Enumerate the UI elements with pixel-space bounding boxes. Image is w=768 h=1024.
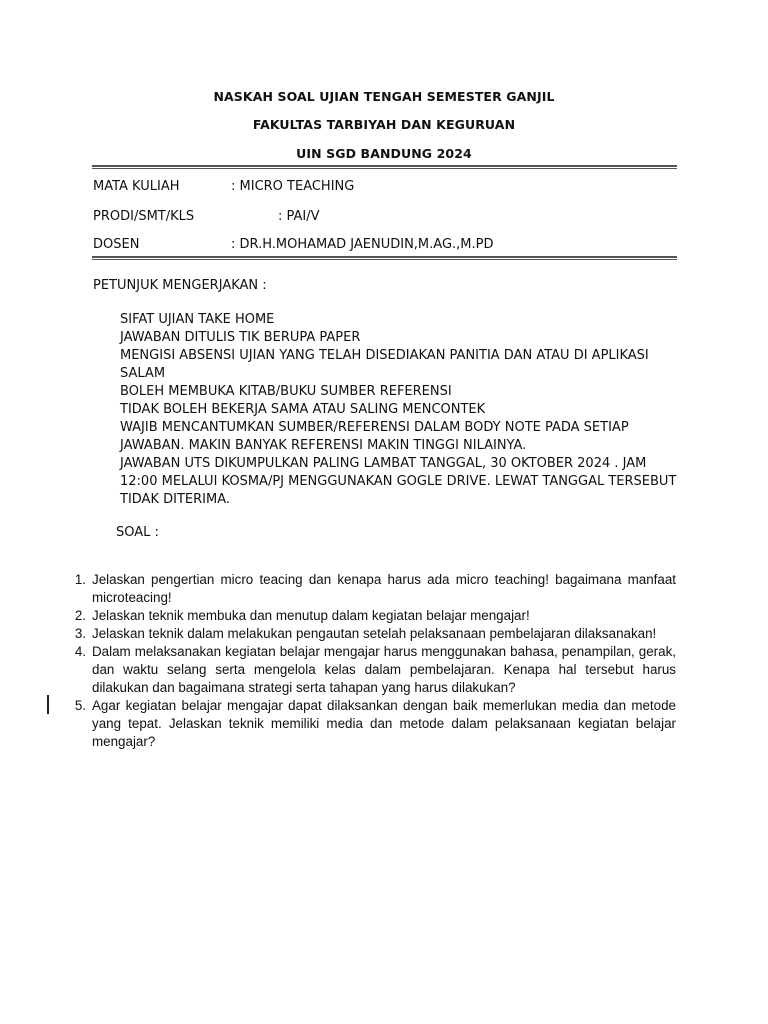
question-number: 3.: [74, 626, 86, 641]
question-item: [62, 643, 676, 697]
instruction-line: JAWABAN UTS DIKUMPULKAN PALING LAMBAT TANGGAL, 30 OKTOBER 2024 . JAM: [120, 456, 647, 471]
instructions-list: [120, 311, 680, 509]
question-item: [62, 607, 676, 625]
university-title: UIN SGD BANDUNG 2024: [296, 146, 472, 161]
question-item: [62, 697, 676, 751]
questions-title: SOAL :: [116, 525, 159, 540]
question-item: [62, 571, 676, 607]
mata-kuliah-value: : MICRO TEACHING: [231, 179, 355, 194]
instruction-line: 12:00 MELALUI KOSMA/PJ MENGGUNAKAN GOGLE DRIVE. LEWAT TANGGAL TERSEBUT: [120, 474, 677, 489]
instruction-line: TIDAK DITERIMA.: [120, 492, 230, 507]
faculty-title: FAKULTAS TARBIYAH DAN KEGURUAN: [252, 117, 516, 132]
instruction-line: TIDAK BOLEH BEKERJA SAMA ATAU SALING MENCONTEK: [120, 402, 486, 417]
question-text: Jelaskan teknik dalam melakukan pengautan setelah pelaksanaan pembelajaran dilaksanakan!: [92, 626, 657, 641]
question-text: Jelaskan teknik membuka dan menutup dalam kegiatan belajar mengajar!: [92, 608, 530, 623]
instruction-line: MENGISI ABSENSI UJIAN YANG TELAH DISEDIAKAN PANITIA DAN ATAU DI APLIKASI: [120, 348, 649, 363]
info-divider: [92, 256, 677, 260]
question-number: 1.: [74, 572, 86, 587]
instructions-title: PETUNJUK MENGERJAKAN :: [93, 278, 267, 293]
instruction-line: SIFAT UJIAN TAKE HOME: [120, 312, 275, 327]
instruction-line: SALAM: [120, 366, 166, 381]
question-number: 5.: [74, 698, 86, 713]
text-cursor: [47, 695, 49, 714]
prodi-value: : PAI/V: [278, 209, 320, 224]
question-text: Dalam melaksanakan kegiatan belajar mengajar harus menggunakan bahasa, penampilan, gerak, dan waktu selang serta mengelola kelas dalam pembelajaran. Kenapa hal tersebut harus dilakukan dan bagaimana strategi serta tahapan yang harus dilakukan?: [92, 644, 676, 695]
instruction-line: BOLEH MEMBUKA KITAB/BUKU SUMBER REFERENSI: [120, 384, 452, 399]
instruction-line: JAWABAN. MAKIN BANYAK REFERENSI MAKIN TINGGI NILAINYA.: [120, 438, 527, 453]
question-number: 4.: [74, 644, 86, 659]
prodi-label: PRODI/SMT/KLS: [93, 209, 195, 224]
exam-title: NASKAH SOAL UJIAN TENGAH SEMESTER GANJIL: [213, 89, 555, 104]
questions-list: [62, 571, 676, 751]
mata-kuliah-label: MATA KULIAH: [93, 179, 180, 194]
header-divider: [92, 165, 677, 169]
dosen-label: DOSEN: [93, 237, 140, 252]
question-item: [62, 625, 676, 643]
dosen-value: : DR.H.MOHAMAD JAENUDIN,M.AG.,M.PD: [231, 237, 494, 252]
instruction-line: WAJIB MENCANTUMKAN SUMBER/REFERENSI DALAM BODY NOTE PADA SETIAP: [120, 420, 629, 435]
question-text: Agar kegiatan belajar mengajar dapat dilaksankan dengan baik memerlukan media dan metode yang tepat. Jelaskan teknik memiliki media dan metode dalam pelaksanaan kegiatan belajar mengajar?: [92, 698, 676, 749]
question-number: 2.: [74, 608, 86, 623]
question-text: Jelaskan pengertian micro teacing dan kenapa harus ada micro teaching! bagaimana manfaat microteacing!: [92, 572, 676, 605]
instruction-line: JAWABAN DITULIS TIK BERUPA PAPER: [120, 330, 361, 345]
